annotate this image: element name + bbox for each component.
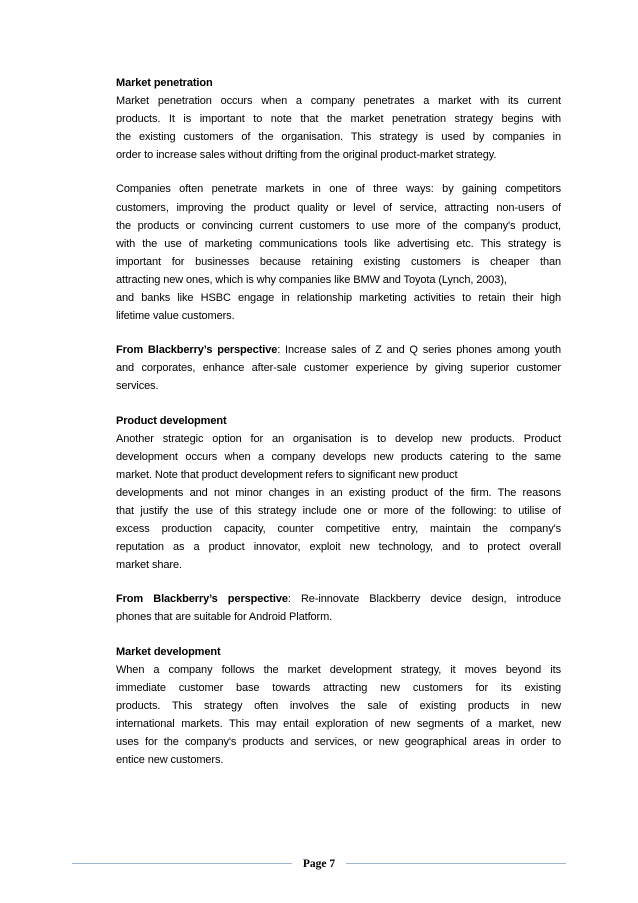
text-line: and banks like HSBC engage in relationship marketing activities to retain their high [116,292,561,305]
blackberry-perspective-paragraph-2 [116,590,561,626]
footer-rule-right [346,863,566,864]
text-line: important for businesses because retaining existing customers is cheaper than [116,255,561,268]
text-line: customers, improving the product quality or level of service, attracting non-users of [116,201,561,214]
text-line: products. It is important to note that the market penetration strategy begins with [116,113,561,126]
text-line: Another strategic option for an organisation is to develop new products. Product [116,432,561,445]
footer-rule-left [72,863,292,864]
text-line: lifetime value customers. [116,310,235,323]
section-heading: Market penetration [116,77,213,89]
product-development-paragraph [116,412,561,575]
page-number: Page 7 [302,858,336,870]
text-line: the existing customers of the organisation. This strategy is used by companies in [116,131,561,144]
text-line: immediate customer base towards attracting new customers for its existing [116,681,561,694]
perspective-text: : Re-innovate Blackberry device design, introduce [287,593,561,606]
page-body [116,74,561,769]
text-line: order to increase sales without drifting from the original product-market strategy. [116,149,497,162]
blackberry-perspective-paragraph-1 [116,341,561,395]
text-line: uses for the company's products and services, or new geographical areas in order to [116,736,561,748]
text-line: phones that are suitable for Android Platform. [116,611,333,624]
text-line: market share. [116,559,182,572]
text-line: developments and not minor changes in an existing product of the firm. The reasons [116,486,561,499]
text-line: Market penetration occurs when a company penetrates a market with its current [116,95,561,108]
text-line: services. [116,380,159,393]
text-line: excess production capacity, counter competitive entry, maintain the company's [116,523,561,536]
text-line [116,341,561,359]
text-line: market. Note that product development refers to significant new product [116,468,458,481]
text-line: Companies often penetrate markets in one of three ways: by gaining competitors [116,183,561,196]
market-development-paragraph [116,643,561,770]
text-line: and corporates, enhance after-sale customer experience by giving superior customer [116,362,561,375]
page-footer [72,854,566,874]
text-line: When a company follows the market development strategy, it moves beyond its [116,663,561,676]
perspective-lead: From Blackberry’s perspective [116,593,288,606]
text-line [116,590,561,608]
section-heading: Product development [116,414,227,427]
section-heading: Market development [116,645,221,658]
text-line: attracting new ones, which is why companies like BMW and Toyota (Lynch, 2003), [116,273,507,286]
text-line: that justify the use of this strategy include one or more of the following: to utilise of [116,504,561,517]
text-line: products. This strategy often involves the sale of existing products in new [116,699,561,712]
text-line: international markets. This may entail exploration of new segments of a market, new [116,717,561,730]
market-penetration-paragraph [116,74,561,164]
text-line: with the use of marketing communications tools like advertising etc. This strategy is [116,237,561,250]
perspective-lead: From Blackberry’s perspective [116,344,278,357]
text-line: the products or convincing current customers to use more of the company's product, [116,219,561,232]
text-line: entice new customers. [116,754,224,767]
perspective-text: : Increase sales of Z and Q series phones among youth [277,344,561,357]
text-line: reputation as a product innovator, exploit new technology, and to protect overall [116,541,561,554]
text-line: development occurs when a company develops new products catering to the same [116,450,561,463]
penetration-methods-paragraph [116,180,561,325]
